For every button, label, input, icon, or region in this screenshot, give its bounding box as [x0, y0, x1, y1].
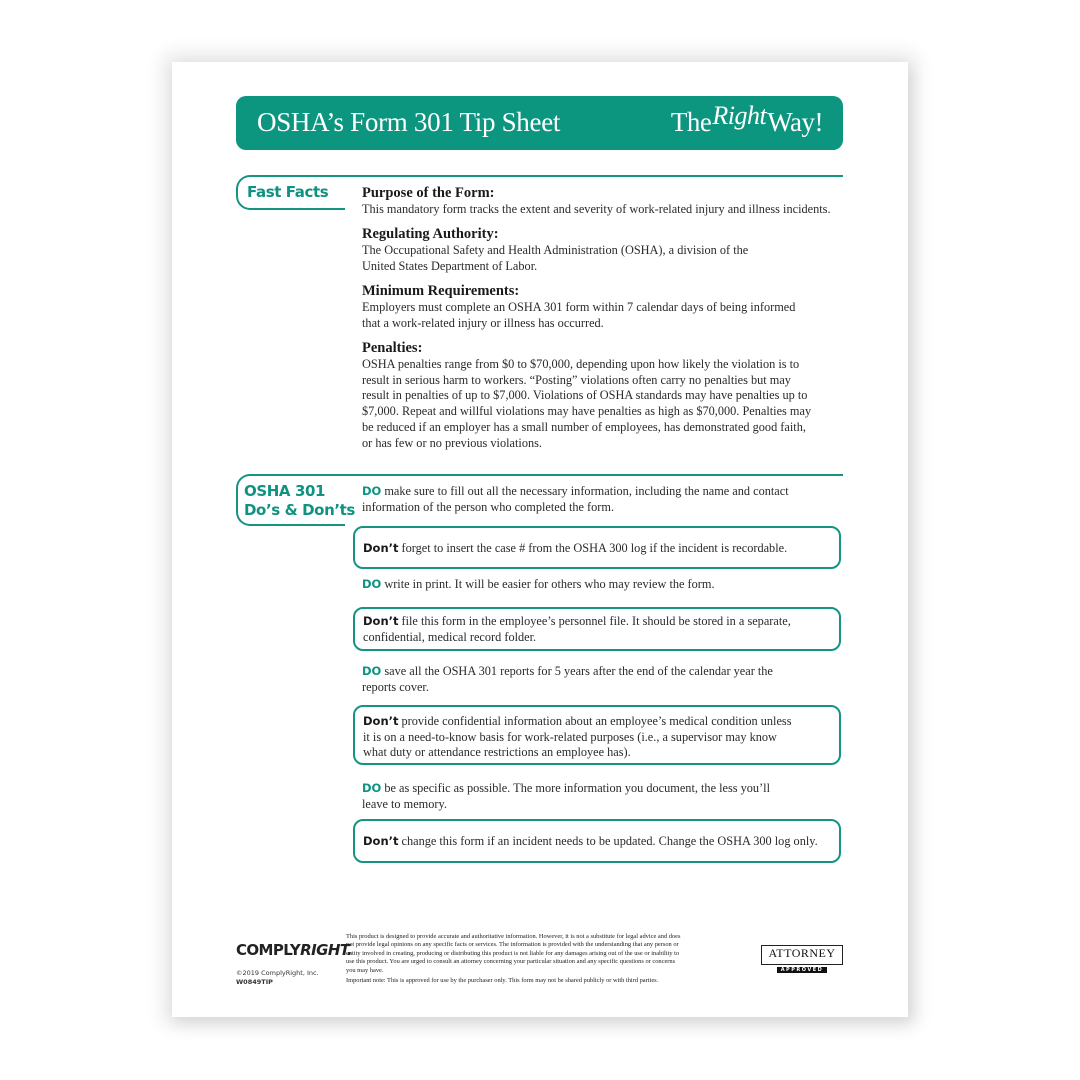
- dont-item: [363, 541, 833, 557]
- item-text: confidential, medical record folder.: [363, 629, 537, 644]
- disclaimer-line: use this product. You are urged to consult an attorney concerning your particular situation and any specific questions or concerns: [346, 958, 676, 966]
- tagline-post: Way!: [767, 107, 823, 137]
- item-text: information of the person who completed the form.: [362, 499, 615, 514]
- do-item: [362, 577, 832, 593]
- page-title: OSHA’s Form 301 Tip Sheet: [257, 107, 561, 137]
- important-note: Important note: This is approved for use by the purchaser only. This form may not be shared publicly or with third parties.: [346, 977, 659, 985]
- fact-body-line: $7,000. Repeat and willful violations may have penalties as high as $70,000. Penalties may: [362, 404, 812, 419]
- item-text: it is on a need-to-know basis for work-related purposes (i.e., a supervisor may know: [363, 729, 777, 744]
- dont-keyword: Don’t: [363, 614, 399, 628]
- fact-minimum-requirements: [362, 283, 842, 331]
- fact-heading: Regulating Authority:: [362, 226, 499, 242]
- dont-keyword: Don’t: [363, 541, 399, 555]
- fact-heading: Purpose of the Form:: [362, 185, 495, 201]
- product-code: W0849TIP: [236, 977, 273, 986]
- dont-box: [353, 526, 841, 569]
- dont-keyword: Don’t: [363, 714, 399, 728]
- label-line: OSHA 301: [244, 482, 326, 500]
- dont-item: [363, 614, 833, 645]
- copyright-text: ©2019 ComplyRight, Inc.: [236, 969, 319, 977]
- fact-body-line: Employers must complete an OSHA 301 form within 7 calendar days of being informed: [362, 300, 796, 314]
- fact-body-line: OSHA penalties range from $0 to $70,000, depending upon how likely the violation is to: [362, 357, 800, 371]
- label-line: Do’s & Don’ts: [244, 501, 355, 519]
- dont-box: [353, 819, 841, 863]
- logo-text: RIGHT.: [300, 941, 352, 959]
- copyright-block: [236, 969, 319, 986]
- do-item: [362, 781, 832, 812]
- badge-top-text: ATTORNEY: [768, 946, 836, 960]
- dont-keyword: Don’t: [363, 834, 399, 848]
- item-text: make sure to fill out all the necessary information, including the name and contact: [384, 484, 789, 498]
- fact-body-line: result in serious harm to workers. “Posting” violations often carry no penalties but may: [362, 372, 791, 387]
- fact-body-line: result in penalties of up to $7,000. Violations of OSHA standards may have penalties up to: [362, 388, 808, 403]
- item-text: provide confidential information about an employee’s medical condition unless: [401, 714, 792, 728]
- item-text: save all the OSHA 301 reports for 5 years after the end of the calendar year the: [384, 664, 773, 678]
- disclaimer-line: not provide legal opinions on any specific facts or services. The information is provided with the understanding that any person or: [346, 941, 679, 949]
- section-label-dos-donts: [244, 482, 355, 520]
- item-text: reports cover.: [362, 679, 429, 694]
- fact-body-line: that a work-related injury or illness has occurred.: [362, 315, 604, 330]
- do-keyword: DO: [362, 484, 382, 498]
- legal-disclaimer: [346, 933, 746, 987]
- logo-text: COMPLY: [236, 941, 301, 959]
- item-text: change this form if an incident needs to be updated. Change the OSHA 300 log only.: [401, 834, 818, 848]
- do-keyword: DO: [362, 577, 382, 591]
- complyright-logo: [236, 941, 352, 959]
- item-text: write in print. It will be easier for others who may review the form.: [384, 577, 715, 591]
- fact-heading: Penalties:: [362, 340, 423, 356]
- item-text: be as specific as possible. The more information you document, the less you’ll: [384, 781, 770, 795]
- do-item: [362, 664, 832, 695]
- dont-item: [363, 714, 833, 761]
- title-banner: [236, 96, 843, 150]
- fact-body-line: The Occupational Safety and Health Administration (OSHA), a division of the: [362, 243, 749, 257]
- section-label-fast-facts: Fast Facts: [247, 183, 329, 201]
- do-keyword: DO: [362, 664, 382, 678]
- tagline-pre: The: [670, 107, 712, 137]
- tagline: [670, 101, 823, 138]
- item-text: what duty or attendance restrictions an employee has).: [363, 745, 631, 760]
- dont-box: [353, 705, 841, 765]
- fact-heading: Minimum Requirements:: [362, 283, 520, 299]
- item-text: file this form in the employee’s personnel file. It should be stored in a separate,: [401, 614, 791, 628]
- disclaimer-line: This product is designed to provide accurate and authoritative information. However, it is not a substitute for legal advice and does: [346, 933, 681, 940]
- item-text: leave to memory.: [362, 796, 447, 811]
- attorney-approved-badge: [761, 945, 843, 973]
- fact-purpose: [362, 185, 842, 218]
- fact-body: This mandatory form tracks the extent and severity of work-related injury and illness incidents.: [362, 202, 831, 216]
- fact-body-line: be reduced if an employer has a small number of employees, has demonstrated good faith,: [362, 419, 806, 434]
- fact-body-line: United States Department of Labor.: [362, 258, 538, 273]
- do-item: [362, 484, 832, 515]
- badge-bottom-text: APPROVED: [777, 967, 828, 973]
- do-keyword: DO: [362, 781, 382, 795]
- fact-penalties: [362, 340, 842, 451]
- item-text: forget to insert the case # from the OSHA 300 log if the incident is recordable.: [401, 541, 788, 555]
- disclaimer-line: you may have.: [346, 966, 384, 974]
- dont-item: [363, 834, 833, 850]
- dont-box: [353, 607, 841, 651]
- fact-authority: [362, 226, 842, 274]
- disclaimer-line: entity involved in creating, producing or distributing this product is not liable for any damages arising out of the use or inability to: [346, 949, 680, 957]
- tagline-emphasis: Right: [712, 101, 767, 130]
- fact-body-line: or has few or no previous violations.: [362, 435, 542, 450]
